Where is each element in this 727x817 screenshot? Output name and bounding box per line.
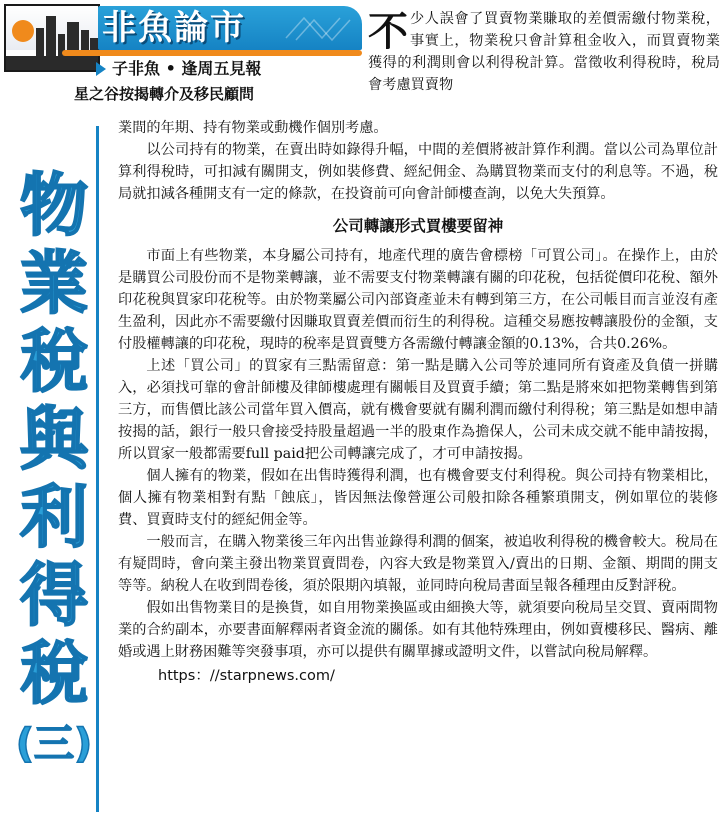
orange-divider	[62, 50, 362, 56]
drop-cap: 不	[368, 9, 408, 55]
headline-char: 業	[19, 245, 88, 324]
headline-part-number: (三)	[15, 721, 93, 767]
paragraph: 上述「買公司」的買家有三點需留意：第一點是購入公司等於連同所有資產及負債一拼購入，必須找可靠的會計師樓及律師樓處理有關帳目及買賣手續；第二點是將來如把物業轉售到第三方，而售價比該公司當年買入價高，就有機會要就有關利潤而繳付利得稅；第三點是如想申請按揭的話，銀行一般只會接受持股量超過一半的股東作為擔保人，公司未成交就不能申請按揭，所以買家一般都需要full paid把公司轉讓完成了，才可申請按揭。	[118, 358, 718, 462]
section-subheading: 公司轉讓形式買樓要留神	[332, 217, 504, 235]
paragraph: 個人擁有的物業，假如在出售時獲得利潤，也有機會要支付利得稅。與公司持有物業相比，個人擁有物業相對有點「蝕底」，皆因無法像營運公司般扣除各種繁瑣開支，例如單位的裝修費、買賣時支付的經紀佣金等。	[118, 468, 718, 528]
headline-char: 物	[19, 167, 88, 246]
intro-text: 少人誤會了買賣物業賺取的差價需繳付物業稅，事實上，物業稅只會計算租金收入，而買賣物業獲得的利潤則會以利得稅計算。當徵收利得稅時，稅局會考慮買賣物	[368, 11, 720, 93]
arrow-icon	[96, 62, 106, 76]
headline-char: 得	[19, 557, 88, 636]
article-intro	[368, 8, 720, 96]
sponsor-line: 星之谷按揭轉介及移民顧問	[74, 85, 255, 103]
column-title-bar	[98, 6, 362, 50]
decorative-lines-icon	[284, 14, 354, 42]
column-title: 非魚論市	[102, 8, 246, 48]
vertical-headline	[12, 168, 96, 774]
headline-char: 利	[19, 479, 88, 558]
author-byline: 子非魚 • 逢周五見報	[112, 59, 262, 78]
source-url: https：//starpnews.com/	[158, 668, 335, 684]
paragraph: 以公司持有的物業，在賣出時如錄得升幅，中間的差價將被計算作利潤。當以公司為單位計算利得稅時，可扣減有關開支，例如裝修費、經紀佣金、為購買物業而支付的利息等。不過，稅局就扣減各種開支有一定的條款，在投資前可向會計師樓查詢，以免大失預算。	[118, 142, 718, 202]
headline-char: 稅	[19, 635, 88, 714]
column-masthead	[4, 4, 362, 108]
paragraph: 市面上有些物業，本身屬公司持有，地產代理的廣告會標榜「可買公司」。在操作上，由於是購買公司股份而不是物業轉讓，並不需要支付物業轉讓有關的印花稅，包括從價印花稅、額外印花稅與買家印花稅等。由於物業屬公司內部資產並未有轉到第三方，在公司帳目而言並沒有產生盈利，因此亦不需要繳付因賺取買賣差價而衍生的利得稅。這種交易應按轉讓股份的金額，支付股權轉讓的印花稅，現時的稅率是買賣雙方各需繳付轉讓金額的0.13%，合共0.26%。	[118, 248, 718, 352]
byline-row	[4, 58, 362, 80]
article-body	[118, 117, 718, 687]
intro-continuation: 業間的年期、持有物業或動機作個別考慮。	[118, 120, 388, 136]
paragraph: 假如出售物業目的是換貨，如自用物業換區或由細換大等，就須要向稅局呈交買、賣兩間物業的合約副本，亦要書面解釋兩者資金流的關係。如有其他特殊理由，例如賣樓移民、醫病、離婚或遇上財務困難等突發事項，亦可以提供有關單據或證明文件，以嘗試向稅局解釋。	[118, 600, 718, 660]
headline-char: 稅	[19, 323, 88, 402]
paragraph: 一般而言，在購入物業後三年內出售並錄得利潤的個案，被追收利得稅的機會較大。稅局在有疑問時，會向業主發出物業買賣問卷，內容大致是物業買入/賣出的日期、金額、期間的開支等等。納稅人在收到問卷後，須於限期內填報，並同時向稅局書面呈報各種理由反對評稅。	[118, 534, 718, 594]
side-divider	[96, 126, 99, 812]
headline-char: 與	[19, 401, 88, 480]
